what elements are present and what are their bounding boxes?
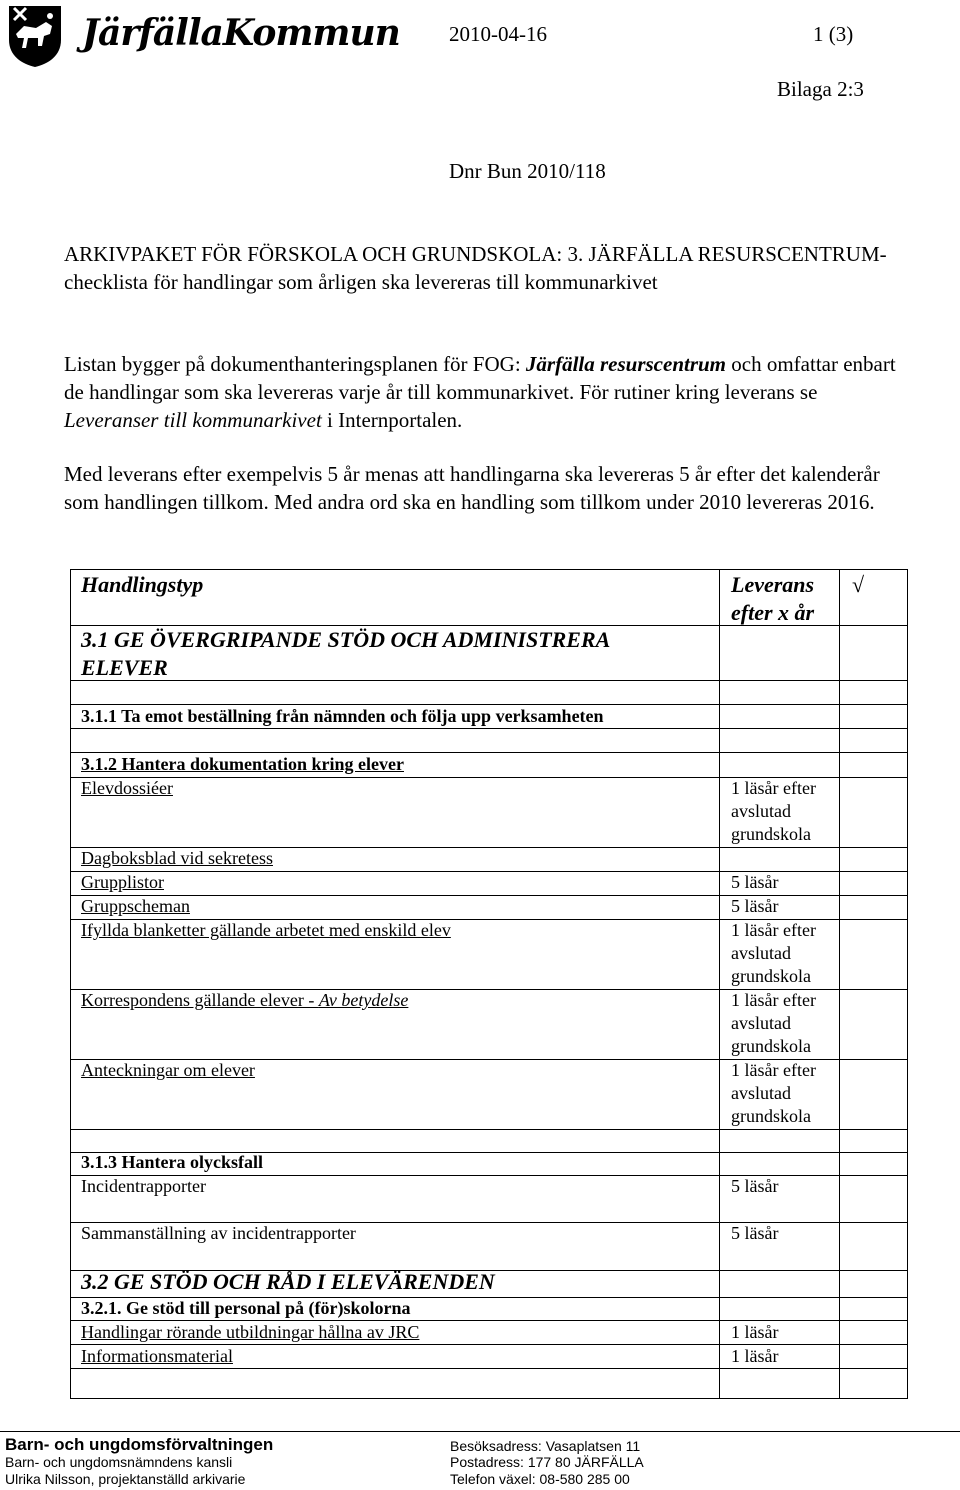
section-3-1-title-2: ELEVER <box>81 655 168 680</box>
footer-organization: Barn- och ungdomsförvaltningen <box>5 1435 274 1454</box>
value-ifyllda-1: 1 läsår efter <box>731 920 816 940</box>
intro-paragraph-1: Listan bygger på dokumenthanteringsplanen för FOG: Järfälla resurscentrum och omfattar enbart de handlingar som ska levereras varje år till kommunarkivet. För rutiner kring leverans se Leveranser till kommunarkivet i Internportalen. <box>64 352 896 432</box>
subsection-3-1-2: 3.1.2 Hantera dokumentation kring elever <box>81 754 404 774</box>
row-dagboksblad: Dagboksblad vid sekretess <box>81 848 273 868</box>
document-title: ARKIVPAKET FÖR FÖRSKOLA OCH GRUNDSKOLA: 3. JÄRFÄLLA RESURSCENTRUM- checklista för handlingar som årligen ska levereras till kommunarkivet <box>64 242 887 294</box>
row-grupplistor: Grupplistor <box>81 872 164 892</box>
page-number: 1 (3) <box>813 22 854 46</box>
subsection-3-1-1: 3.1.1 Ta emot beställning från nämnden och följa upp verksamheten <box>81 706 604 726</box>
row-anteckningar: Anteckningar om elever <box>81 1060 255 1080</box>
value-anteckningar-3: grundskola <box>731 1106 811 1126</box>
value-grupplistor: 5 läsår <box>731 872 779 892</box>
row-korrespondens: Korrespondens gällande elever - Av betydelse <box>81 990 409 1010</box>
value-incidentrapporter: 5 läsår <box>731 1176 779 1196</box>
logo-wordmark: JärfällaKommun <box>82 12 400 54</box>
row-incidentrapporter: Incidentrapporter <box>81 1176 206 1196</box>
value-korrespondens-1: 1 läsår efter <box>731 990 816 1010</box>
coat-of-arms-logo <box>6 4 64 68</box>
attachment-label: Bilaga 2:3 <box>777 77 864 101</box>
column-header-delivery-1: Leverans <box>731 572 815 597</box>
row-ifyllda-blanketter: Ifyllda blanketter gällande arbetet med enskild elev <box>81 920 451 940</box>
row-sammanstallning: Sammanställning av incidentrapporter <box>81 1223 356 1243</box>
value-utbildningar: 1 läsår <box>731 1322 779 1342</box>
intro-paragraph-2: Med leverans efter exempelvis 5 år menas att handlingarna ska levereras 5 år efter det kalenderår som handlingen tillkom. Med andra ord ska en handling som tillkom under 2010 levereras 2016. <box>64 462 880 514</box>
value-informationsmaterial: 1 läsår <box>731 1346 779 1366</box>
value-korrespondens-3: grundskola <box>731 1036 811 1056</box>
row-elevdossier: Elevdossiéer <box>81 778 173 798</box>
registration-number: Dnr Bun 2010/118 <box>449 159 606 183</box>
section-3-1-title-1: 3.1 GE ÖVERGRIPANDE STÖD OCH ADMINISTRERA <box>81 627 611 652</box>
value-anteckningar-2: avslutad <box>731 1083 791 1103</box>
row-gruppscheman: Gruppscheman <box>81 896 190 916</box>
footer-department: Barn- och ungdomsnämndens kansli <box>5 1454 233 1470</box>
row-informationsmaterial: Informationsmaterial <box>81 1346 233 1366</box>
footer-divider <box>0 1431 960 1432</box>
value-anteckningar-1: 1 läsår efter <box>731 1060 816 1080</box>
document-date: 2010-04-16 <box>449 22 547 46</box>
value-ifyllda-2: avslutad <box>731 943 791 963</box>
row-utbildningar: Handlingar rörande utbildningar hållna av JRC <box>81 1322 420 1342</box>
column-header-document-type: Handlingstyp <box>81 572 204 597</box>
value-elevdossier-2: avslutad <box>731 801 791 821</box>
footer-visit-address: Besöksadress: Vasaplatsen 11 <box>450 1438 641 1454</box>
column-header-delivery-2: efter x år <box>731 600 815 625</box>
footer-phone: Telefon växel: 08-580 285 00 <box>450 1471 630 1487</box>
value-gruppscheman: 5 läsår <box>731 896 779 916</box>
value-korrespondens-2: avslutad <box>731 1013 791 1033</box>
footer-contact-person: Ulrika Nilsson, projektanställd arkivarie <box>5 1471 246 1487</box>
value-ifyllda-3: grundskola <box>731 966 811 986</box>
footer-postal-address: Postadress: 177 80 JÄRFÄLLA <box>450 1454 644 1470</box>
subsection-3-2-1: 3.2.1. Ge stöd till personal på (för)skolorna <box>81 1298 411 1318</box>
value-elevdossier-1: 1 läsår efter <box>731 778 816 798</box>
value-sammanstallning: 5 läsår <box>731 1223 779 1243</box>
section-3-2-title: 3.2 GE STÖD OCH RÅD I ELEVÄRENDEN <box>81 1269 495 1294</box>
value-elevdossier-3: grundskola <box>731 824 811 844</box>
column-header-check: √ <box>852 572 865 597</box>
subsection-3-1-3: 3.1.3 Hantera olycksfall <box>81 1152 263 1172</box>
